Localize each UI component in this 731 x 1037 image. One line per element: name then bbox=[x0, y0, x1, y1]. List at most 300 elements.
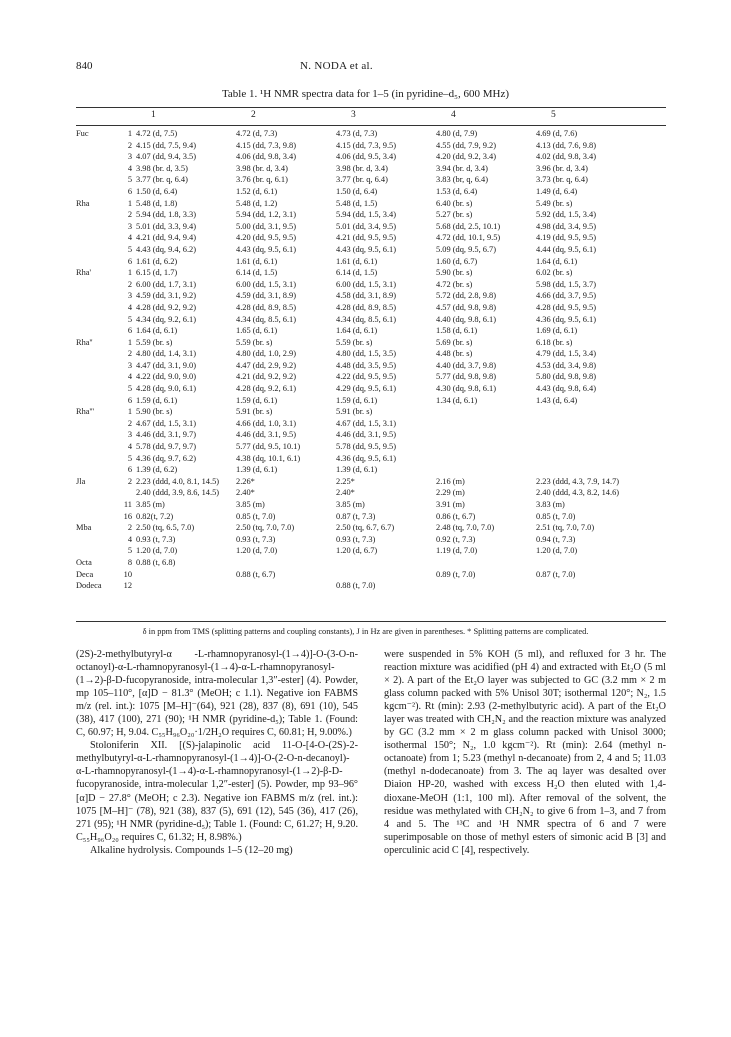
table-rule-mid bbox=[76, 125, 666, 126]
sugar-cell bbox=[76, 174, 120, 186]
compound-4-cell: 1.34 (d, 6.1) bbox=[436, 395, 478, 405]
compound-4-cell: 1.19 (d, 7.0) bbox=[436, 546, 478, 556]
compound-2-cell: 4.28 (dq, 9.2, 6.1) bbox=[236, 384, 297, 394]
table-row bbox=[76, 198, 666, 210]
position-cell: 10 bbox=[123, 569, 132, 579]
sugar-cell bbox=[76, 545, 120, 557]
compound-5-cell: 4.69 (d, 7.6) bbox=[536, 129, 578, 138]
compound-1-cell: 2.40 (ddd, 3.9, 8.6, 14.5) bbox=[136, 488, 220, 498]
alkaline-hydrolysis-paragraph: Alkaline hydrolysis. Compounds 1–5 (12–20 mg) bbox=[90, 844, 293, 856]
position-cell: 12 bbox=[123, 581, 132, 591]
position-cell: 2 bbox=[127, 523, 132, 533]
compound-4-cell: 0.92 (t, 7.3) bbox=[436, 534, 476, 544]
position-cell: 5 bbox=[127, 384, 132, 394]
compound-4-cell: 0.86 (t, 6.7) bbox=[436, 511, 476, 521]
position-cell: 3 bbox=[127, 360, 132, 370]
compound-3-cell: 4.15 (dd, 7.3, 9.5) bbox=[336, 140, 397, 150]
compound-2-cell: 0.88 (t, 6.7) bbox=[236, 569, 276, 579]
compound-2-cell bbox=[236, 557, 336, 569]
compound-3-cell: 0.88 (t, 7.0) bbox=[336, 581, 376, 591]
compound-5-cell: 1.64 (d, 6.1) bbox=[536, 256, 578, 266]
position-cell: 1 bbox=[127, 198, 132, 208]
sugar-cell bbox=[76, 151, 120, 163]
table-row bbox=[76, 487, 666, 499]
compound-1-cell: 5.59 (br. s) bbox=[136, 337, 173, 347]
compound-2-cell: 4.59 (dd, 3.1, 8.9) bbox=[236, 291, 297, 301]
compound-3-cell: 4.73 (d, 7.3) bbox=[336, 129, 378, 138]
compound-5-cell bbox=[536, 441, 666, 453]
compound-4-cell: 2.29 (m) bbox=[436, 488, 465, 498]
compound-5-cell: 4.13 (dd, 7.6, 9.8) bbox=[536, 140, 597, 150]
compound-1-cell: 4.36 (dq, 9.7, 6.2) bbox=[136, 453, 197, 463]
compound-3-cell: 1.50 (d, 6.4) bbox=[336, 186, 378, 196]
compound-4-cell: 1.53 (d, 6.4) bbox=[436, 186, 478, 196]
compound-3-cell: 4.36 (dq, 9.5, 6.1) bbox=[336, 453, 397, 463]
compound-3-cell: 3.77 (br. q, 6.4) bbox=[336, 175, 388, 185]
compound-2-cell: 4.38 (dq, 10.1, 6.1) bbox=[236, 453, 301, 463]
position-cell: 6 bbox=[127, 256, 132, 266]
table-row bbox=[76, 302, 666, 314]
compound-4-cell: 4.20 (dd, 9.2, 3.4) bbox=[436, 152, 497, 162]
compound-4-cell: 2.16 (m) bbox=[436, 476, 465, 486]
compound-2-cell: 2.50 (tq, 7.0, 7.0) bbox=[236, 523, 295, 533]
compound-4-cell: 4.30 (dq, 9.8, 6.1) bbox=[436, 384, 497, 394]
compound-1-cell: 0.88 (t, 6.8) bbox=[136, 557, 176, 567]
sugar-cell bbox=[76, 256, 120, 268]
compound-1-cell: 2.50 (tq, 6.5, 7.0) bbox=[136, 523, 195, 533]
compound-2-cell: 2.26* bbox=[236, 476, 255, 486]
compound-2-cell: 5.00 (dd, 3.1, 9.5) bbox=[236, 221, 297, 231]
table-row bbox=[76, 371, 666, 383]
compound-4-cell: 5.90 (br. s) bbox=[436, 268, 473, 278]
sugar-cell bbox=[76, 232, 120, 244]
table-row bbox=[76, 522, 666, 534]
table-row bbox=[76, 279, 666, 291]
table-row bbox=[76, 429, 666, 441]
table-row bbox=[76, 163, 666, 175]
sugar-cell bbox=[76, 186, 120, 198]
compound-5-cell: 5.49 (br. s) bbox=[536, 198, 573, 208]
compound-3-cell: 1.61 (d, 6.1) bbox=[336, 256, 378, 266]
sugar-cell bbox=[76, 140, 120, 152]
nmr-data-table bbox=[76, 128, 666, 592]
position-cell: 4 bbox=[127, 372, 132, 382]
compound-2-cell: 1.65 (d, 6.1) bbox=[236, 326, 278, 336]
compound-3-cell: 5.01 (dd, 3.4, 9.5) bbox=[336, 221, 397, 231]
table-row bbox=[76, 418, 666, 430]
compound-3-cell: 4.34 (dq, 8.5, 6.1) bbox=[336, 314, 397, 324]
table-row bbox=[76, 151, 666, 163]
table-row bbox=[76, 209, 666, 221]
table-row bbox=[76, 128, 666, 140]
table-row bbox=[76, 314, 666, 326]
compound-5-cell bbox=[536, 406, 666, 418]
sugar-cell: Rha' bbox=[76, 268, 91, 278]
compound-4-cell: 1.60 (d, 6.7) bbox=[436, 256, 478, 266]
compound-5-cell: 0.85 (t, 7.0) bbox=[536, 511, 576, 521]
compound-3-cell: 4.06 (dd, 9.5, 3.4) bbox=[336, 152, 397, 162]
compound-1-cell: 4.28 (dq, 9.0, 6.1) bbox=[136, 384, 197, 394]
page-number: 840 bbox=[76, 60, 93, 72]
sugar-cell: Rha''' bbox=[76, 407, 95, 417]
table-row bbox=[76, 441, 666, 453]
position-cell: 5 bbox=[127, 314, 132, 324]
compound-3-cell: 4.58 (dd, 3.1, 8.9) bbox=[336, 291, 397, 301]
table-row bbox=[76, 267, 666, 279]
sugar-cell bbox=[76, 163, 120, 175]
compound-1-cell: 4.59 (dd, 3.1, 9.2) bbox=[136, 291, 197, 301]
compound-4-cell: 4.57 (dd, 9.8, 9.8) bbox=[436, 302, 497, 312]
position-cell: 2 bbox=[127, 279, 132, 289]
compound-1-cell: 4.47 (dd, 3.1, 9.0) bbox=[136, 360, 197, 370]
compound-3-cell: 3.85 (m) bbox=[336, 500, 365, 509]
compound-3-cell: 5.94 (dd, 1.5, 3.4) bbox=[336, 210, 397, 220]
compound-4-cell: 6.40 (br. s) bbox=[436, 198, 473, 208]
body-right-column bbox=[384, 648, 666, 857]
compound-5-cell bbox=[536, 580, 666, 592]
compound-1-cell: 4.07 (dd, 9.4, 3.5) bbox=[136, 152, 197, 162]
compound-4-cell: 5.68 (dd, 2.5, 10.1) bbox=[436, 221, 501, 231]
position-cell: 16 bbox=[123, 511, 132, 521]
compound-5-cell: 5.80 (dd, 9.8, 9.8) bbox=[536, 372, 597, 382]
position-cell: 4 bbox=[127, 233, 132, 243]
compound-2-cell: 1.20 (d, 7.0) bbox=[236, 546, 278, 556]
table-row bbox=[76, 174, 666, 186]
compound-1-cell: 3.77 (br. q, 6.4) bbox=[136, 175, 188, 185]
table-row bbox=[76, 140, 666, 152]
compound-2-cell: 3.85 (m) bbox=[236, 500, 265, 509]
compound-4-cell bbox=[436, 580, 536, 592]
sugar-cell bbox=[76, 499, 120, 511]
compound-2-cell: 5.59 (br. s) bbox=[236, 337, 273, 347]
position-cell: 6 bbox=[127, 395, 132, 405]
compound-3-cell: 2.25* bbox=[336, 476, 355, 486]
position-cell: 8 bbox=[127, 557, 132, 567]
compound-3-cell: 4.43 (dq, 9.5, 6.1) bbox=[336, 244, 397, 254]
compound-4-cell: 4.80 (d, 7.9) bbox=[436, 129, 478, 138]
compound-1-cell: 4.46 (dd, 3.1, 9.7) bbox=[136, 430, 197, 440]
table-row bbox=[76, 545, 666, 557]
compound-1-cell bbox=[136, 569, 236, 581]
sugar-cell: Octa bbox=[76, 557, 92, 567]
compound-3-cell: 0.87 (t, 7.3) bbox=[336, 511, 376, 521]
position-cell: 1 bbox=[127, 337, 132, 347]
compound-2-cell: 5.77 (dd, 9.5, 10.1) bbox=[236, 442, 301, 452]
compound-2-cell: 4.34 (dq, 8.5, 6.1) bbox=[236, 314, 297, 324]
compound-3-cell: 2.50 (tq, 6.7, 6.7) bbox=[336, 523, 395, 533]
compound-2-cell: 4.21 (dd, 9.2, 9.2) bbox=[236, 372, 297, 382]
compound-4-cell bbox=[436, 453, 536, 465]
position-cell: 4 bbox=[127, 442, 132, 452]
position-cell: 2 bbox=[127, 476, 132, 486]
compound-1-cell: 4.22 (dd, 9.0, 9.0) bbox=[136, 372, 197, 382]
compound-1-cell: 1.20 (d, 7.0) bbox=[136, 546, 178, 556]
compound-2-cell bbox=[236, 580, 336, 592]
compound-5-cell: 0.87 (t, 7.0) bbox=[536, 569, 576, 579]
compound-3-cell: 0.93 (t, 7.3) bbox=[336, 534, 376, 544]
position-cell: 1 bbox=[127, 407, 132, 417]
position-cell: 6 bbox=[127, 326, 132, 336]
sugar-cell: Deca bbox=[76, 569, 94, 579]
compound-1-cell: 5.78 (dd, 9.7, 9.7) bbox=[136, 442, 197, 452]
compound-4-paragraph: (2S)-2-methylbutyryl-α -L-rhamnopyranosyl-(1→4)]-O-(3-O-n-octanoyl)-α-L-rhamnopyranosyl-(1→4)-α-L-rhamnopyranosyl-(1→2)-β-D-fucopyranoside, intra-molecular 1,3″-ester] (4). Powder, mp 105–110°, [α]D − 81.3° (MeOH; c 1.1). Negative ion FABMS m/z (rel. int.): 1075 [M–H]⁻(64), 921 (28), 837 (8), 691 (10), 545 (38), 417 (100), 271 (90); ¹H NMR (pyridine-d₅); Table 1. (Found: C, 60.97; H, 9.04. C₅₅H₉₆O₂₀·1/2H₂O requires C, 60.81; H, 9.00%.) bbox=[76, 649, 358, 739]
compound-4-cell: 0.89 (t, 7.0) bbox=[436, 569, 476, 579]
compound-4-cell: 4.55 (dd, 7.9, 9.2) bbox=[436, 140, 497, 150]
compound-3-cell: 6.00 (dd, 1.5, 3.1) bbox=[336, 279, 397, 289]
compound-5-cell bbox=[536, 453, 666, 465]
compound-2-cell: 3.98 (br. d, 3.4) bbox=[236, 163, 288, 173]
compound-3-cell: 4.67 (dd, 1.5, 3.1) bbox=[336, 418, 397, 428]
position-cell: 2 bbox=[127, 349, 132, 359]
compound-1-cell: 4.34 (dq, 9.2, 6.1) bbox=[136, 314, 197, 324]
compound-4-cell: 3.94 (br. d, 3.4) bbox=[436, 163, 488, 173]
compound-1-cell: 1.64 (d, 6.1) bbox=[136, 326, 178, 336]
table-row bbox=[76, 557, 666, 569]
compound-3-cell: 4.28 (dd, 8.9, 8.5) bbox=[336, 302, 397, 312]
compound-5-cell bbox=[536, 557, 666, 569]
table-row bbox=[76, 464, 666, 476]
compound-5-paragraph: Stoloniferin XII. [(S)-jalapinolic acid 11-O-[4-O-(2S)-2-methylbutyryl-α-L-rhamnopyranosyl-(1→4)]-O-(2-O-n-decanoyl)-α-L-rhamnopyranosyl-(1→4)-α-L-rhamnopyranosyl-(1→2)-β-D-fucopyranoside, intra-molecular 1,2″-ester] (5). Powder, mp 93–96° [α]D − 27.8° (MeOH; c 2.3). Negative ion FABMS m/z (rel. int.): 1075 [M–H]⁻ (78), 921 (38), 837 (5), 691 (12), 545 (36), 417 (26), 271 (95); ¹H NMR (pyridine-d₅); Table 1. (Found: C, 61.27; H, 9.20. C₅₅H₉₆O₂₀ requires C, 61.32; H, 8.98%.) bbox=[76, 740, 358, 843]
compound-5-cell: 4.02 (dd, 9.8, 3.4) bbox=[536, 152, 597, 162]
compound-5-cell: 2.51 (tq, 7.0, 7.0) bbox=[536, 523, 595, 533]
table-row bbox=[76, 360, 666, 372]
sugar-cell bbox=[76, 279, 120, 291]
table-rule-bottom bbox=[76, 621, 666, 622]
compound-1-cell: 1.61 (d, 6.2) bbox=[136, 256, 178, 266]
sugar-cell bbox=[76, 487, 120, 499]
compound-2-cell: 4.46 (dd, 3.1, 9.5) bbox=[236, 430, 297, 440]
position-cell: 5 bbox=[127, 453, 132, 463]
compound-2-cell: 5.91 (br. s) bbox=[236, 407, 273, 417]
compound-3-cell: 1.39 (d, 6.1) bbox=[336, 465, 378, 475]
compound-5-cell: 3.83 (m) bbox=[536, 500, 565, 509]
position-cell: 2 bbox=[127, 210, 132, 220]
compound-4-cell: 5.72 (dd, 2.8, 9.8) bbox=[436, 291, 497, 301]
sugar-cell bbox=[76, 395, 120, 407]
compound-1-cell: 2.23 (ddd, 4.0, 8.1, 14.5) bbox=[136, 476, 220, 486]
compound-5-cell: 6.18 (br. s) bbox=[536, 337, 573, 347]
position-cell: 3 bbox=[127, 291, 132, 301]
compound-2-cell: 1.39 (d, 6.1) bbox=[236, 465, 278, 475]
compound-1-cell: 4.43 (dq, 9.4, 6.2) bbox=[136, 244, 197, 254]
compound-2-cell: 1.61 (d, 6.1) bbox=[236, 256, 278, 266]
table-row bbox=[76, 406, 666, 418]
position-cell: 11 bbox=[123, 500, 132, 509]
table-rule-top bbox=[76, 107, 666, 108]
compound-2-cell: 3.76 (br. q, 6.1) bbox=[236, 175, 288, 185]
compound-3-cell: 5.91 (br. s) bbox=[336, 407, 373, 417]
sugar-cell: Rha'' bbox=[76, 337, 93, 347]
compound-5-cell: 4.43 (dq, 9.8, 6.4) bbox=[536, 384, 597, 394]
running-head: N. NODA et al. bbox=[300, 60, 373, 72]
compound-1-cell: 4.28 (dd, 9.2, 9.2) bbox=[136, 302, 197, 312]
compound-4-cell: 4.72 (br. s) bbox=[436, 279, 473, 289]
compound-3-cell bbox=[336, 557, 436, 569]
compound-5-cell: 4.44 (dq, 9.5, 6.1) bbox=[536, 244, 597, 254]
compound-4-cell bbox=[436, 557, 536, 569]
compound-1-cell: 3.85 (m) bbox=[136, 500, 165, 509]
compound-3-cell: 5.48 (d, 1.5) bbox=[336, 198, 378, 208]
position-cell bbox=[120, 487, 136, 499]
compound-4-cell: 3.83 (br, q, 6.4) bbox=[436, 175, 488, 185]
compound-4-cell bbox=[436, 418, 536, 430]
compound-5-cell: 1.69 (d, 6.1) bbox=[536, 326, 578, 336]
sugar-cell bbox=[76, 534, 120, 546]
table-row bbox=[76, 337, 666, 349]
nmr-table-body bbox=[76, 128, 666, 592]
position-cell: 3 bbox=[127, 430, 132, 440]
compound-1-cell: 6.15 (d, 1.7) bbox=[136, 268, 178, 278]
compound-3-cell bbox=[336, 569, 436, 581]
sugar-cell bbox=[76, 371, 120, 383]
compound-3-cell: 1.59 (d, 6.1) bbox=[336, 395, 378, 405]
sugar-cell bbox=[76, 314, 120, 326]
compound-4-cell: 5.09 (dq, 9.5, 6.7) bbox=[436, 244, 497, 254]
compound-1-cell: 5.48 (d, 1.8) bbox=[136, 198, 178, 208]
hydrolysis-continued-paragraph: were suspended in 5% KOH (5 ml), and refluxed for 3 hr. The reaction mixture was acidified (pH 4) and extracted with Et₂O (5 ml × 2). A part of the Et₂O layer was subjected to GC (3.2 mm × 2 m glass column packed with 5% Unisol 30T; isothermal 120°; N₂, 1.5 kgcm⁻²). Rt (min): 2.93 (2-methylbutyric acid). A part of the Et₂O layer was treated with CH₂N₂ and the reaction mixture was analyzed by GC (3.2 mm × 2 m glass column packed with Unisol 3000; isothermal 150°; N₂, 1.0 kgcm⁻²). Rt (min): 2.64 (methyl n-octanoate) from 1; 5.23 (methyl n-decanoate) from 2, 4 and 5; 11.03 (methyl n-dodecanoate) from 3. The aq layer was desalted over Diaion HP-20, washed with excess H₂O then eluted with 1,4-dioxane-MeOH (1:1, 100 ml). After removal of the solvent, the residue was methylated with CH₂N₂ to give 6 from 1–3, and 7 from 4 and 5. The ¹³C and ¹H NMR spectra of 6 and 7 were superimposable on those of methyl esters of simonic acid B [3] and operculinic acid C [4], respectively. bbox=[384, 649, 666, 856]
compound-1-cell: 0.82(t, 7.2) bbox=[136, 511, 174, 521]
table-row bbox=[76, 383, 666, 395]
table-row bbox=[76, 453, 666, 465]
compound-4-cell bbox=[436, 406, 536, 418]
position-cell: 2 bbox=[127, 418, 132, 428]
table-row bbox=[76, 244, 666, 256]
compound-1-cell: 4.15 (dd, 7.5, 9.4) bbox=[136, 140, 197, 150]
compound-5-cell: 3.96 (br. d, 3.4) bbox=[536, 163, 588, 173]
compound-1-cell: 4.80 (dd, 1.4, 3.1) bbox=[136, 349, 197, 359]
compound-5-cell: 0.94 (t, 7.3) bbox=[536, 534, 576, 544]
compound-2-cell: 0.93 (t, 7.3) bbox=[236, 534, 276, 544]
compound-2-cell: 4.80 (dd, 1.0, 2.9) bbox=[236, 349, 297, 359]
compound-5-cell: 4.98 (dd, 3.4, 9.5) bbox=[536, 221, 597, 231]
table-row bbox=[76, 499, 666, 511]
compound-1-cell: 0.93 (t, 7.3) bbox=[136, 534, 176, 544]
compound-4-cell: 4.48 (br. s) bbox=[436, 349, 473, 359]
compound-3-cell: 4.80 (dd, 1.5, 3.5) bbox=[336, 349, 397, 359]
sugar-cell bbox=[76, 418, 120, 430]
compound-1-cell: 5.01 (dd, 3.3, 9.4) bbox=[136, 221, 197, 231]
compound-4-cell: 2.48 (tq, 7.0, 7.0) bbox=[436, 523, 495, 533]
compound-3-cell: 4.21 (dd, 9.5, 9.5) bbox=[336, 233, 397, 243]
compound-5-cell: 3.73 (br. q, 6.4) bbox=[536, 175, 588, 185]
compound-5-cell: 4.19 (dd, 9.5, 9.5) bbox=[536, 233, 597, 243]
table-row bbox=[76, 348, 666, 360]
sugar-cell bbox=[76, 383, 120, 395]
compound-3-cell: 4.29 (dq, 9.5, 6.1) bbox=[336, 384, 397, 394]
sugar-cell bbox=[76, 221, 120, 233]
compound-4-cell bbox=[436, 441, 536, 453]
compound-2-cell: 0.85 (t, 7.0) bbox=[236, 511, 276, 521]
column-header-1: 1 bbox=[151, 110, 156, 120]
compound-4-cell: 5.69 (br. s) bbox=[436, 337, 473, 347]
compound-3-cell: 5.59 (br. s) bbox=[336, 337, 373, 347]
sugar-cell bbox=[76, 429, 120, 441]
table-row bbox=[76, 290, 666, 302]
compound-2-cell: 4.66 (dd, 1.0, 3.1) bbox=[236, 418, 297, 428]
compound-5-cell: 4.53 (dd, 3.4, 9.8) bbox=[536, 360, 597, 370]
compound-5-cell bbox=[536, 429, 666, 441]
compound-1-cell: 5.90 (br. s) bbox=[136, 407, 173, 417]
sugar-cell bbox=[76, 511, 120, 523]
sugar-cell bbox=[76, 348, 120, 360]
position-cell: 2 bbox=[127, 140, 132, 150]
compound-5-cell: 4.79 (dd, 1.5, 3.4) bbox=[536, 349, 597, 359]
compound-2-cell: 4.06 (dd, 9.8, 3.4) bbox=[236, 152, 297, 162]
compound-2-cell: 4.47 (dd, 2.9, 9.2) bbox=[236, 360, 297, 370]
position-cell: 5 bbox=[127, 546, 132, 556]
compound-2-cell: 4.28 (dd, 8.9, 8.5) bbox=[236, 302, 297, 312]
table-row bbox=[76, 325, 666, 337]
column-header-5: 5 bbox=[551, 110, 556, 120]
column-header-4: 4 bbox=[451, 110, 456, 120]
compound-1-cell: 1.59 (d, 6.1) bbox=[136, 395, 178, 405]
position-cell: 1 bbox=[127, 129, 132, 138]
sugar-cell bbox=[76, 453, 120, 465]
table-row bbox=[76, 511, 666, 523]
compound-3-cell: 4.46 (dd, 3.1, 9.5) bbox=[336, 430, 397, 440]
compound-4-cell: 1.58 (d, 6.1) bbox=[436, 326, 478, 336]
table-row bbox=[76, 569, 666, 581]
compound-5-cell: 4.28 (dd, 9.5, 9.5) bbox=[536, 302, 597, 312]
compound-1-cell: 5.94 (dd, 1.8, 3.3) bbox=[136, 210, 197, 220]
body-left-column bbox=[76, 648, 358, 857]
sugar-cell bbox=[76, 209, 120, 221]
compound-3-cell: 4.22 (dd, 9.5, 9.5) bbox=[336, 372, 397, 382]
table-footnote: δ in ppm from TMS (splitting patterns and coupling constants), J in Hz are given in parentheses. * Splitting patterns are complicated. bbox=[142, 627, 589, 636]
table-row bbox=[76, 534, 666, 546]
compound-3-cell: 1.20 (d, 6.7) bbox=[336, 546, 378, 556]
sugar-cell bbox=[76, 290, 120, 302]
column-header-3: 3 bbox=[351, 110, 356, 120]
compound-4-cell: 4.40 (dd, 3.7, 9.8) bbox=[436, 360, 497, 370]
table-row bbox=[76, 580, 666, 592]
table-row bbox=[76, 395, 666, 407]
compound-2-cell: 6.00 (dd, 1.5, 3.1) bbox=[236, 279, 297, 289]
position-cell: 4 bbox=[127, 163, 132, 173]
compound-5-cell: 1.49 (d, 6.4) bbox=[536, 186, 578, 196]
compound-5-cell bbox=[536, 464, 666, 476]
position-cell: 3 bbox=[127, 152, 132, 162]
compound-1-cell: 6.00 (dd, 1.7, 3.1) bbox=[136, 279, 197, 289]
table-row bbox=[76, 232, 666, 244]
compound-3-cell: 6.14 (d, 1.5) bbox=[336, 268, 378, 278]
compound-1-cell: 4.21 (dd, 9.4, 9.4) bbox=[136, 233, 197, 243]
table-row bbox=[76, 186, 666, 198]
compound-1-cell: 4.72 (d, 7.5) bbox=[136, 129, 178, 138]
sugar-cell bbox=[76, 441, 120, 453]
compound-4-cell: 5.27 (br. s) bbox=[436, 210, 473, 220]
sugar-cell: Dodeca bbox=[76, 581, 102, 591]
position-cell: 4 bbox=[127, 302, 132, 312]
compound-5-cell: 2.40 (ddd, 4.3, 8.2, 14.6) bbox=[536, 488, 620, 498]
compound-4-cell: 4.72 (dd, 10.1, 9.5) bbox=[436, 233, 501, 243]
compound-1-cell bbox=[136, 580, 236, 592]
compound-2-cell: 4.72 (d, 7.3) bbox=[236, 129, 278, 138]
compound-2-cell: 6.14 (d, 1.5) bbox=[236, 268, 278, 278]
sugar-cell: Mba bbox=[76, 523, 92, 533]
compound-3-cell: 1.64 (d, 6.1) bbox=[336, 326, 378, 336]
compound-4-cell bbox=[436, 464, 536, 476]
compound-2-cell: 5.94 (dd, 1.2, 3.1) bbox=[236, 210, 297, 220]
position-cell: 6 bbox=[127, 186, 132, 196]
compound-5-cell: 2.23 (ddd, 4.3, 7.9, 14.7) bbox=[536, 476, 620, 486]
compound-2-cell: 4.43 (dq, 9.5, 6.1) bbox=[236, 244, 297, 254]
compound-5-cell: 1.43 (d, 6.4) bbox=[536, 395, 578, 405]
position-cell: 1 bbox=[127, 268, 132, 278]
column-header-2: 2 bbox=[251, 110, 256, 120]
sugar-cell bbox=[76, 244, 120, 256]
table-row bbox=[76, 256, 666, 268]
